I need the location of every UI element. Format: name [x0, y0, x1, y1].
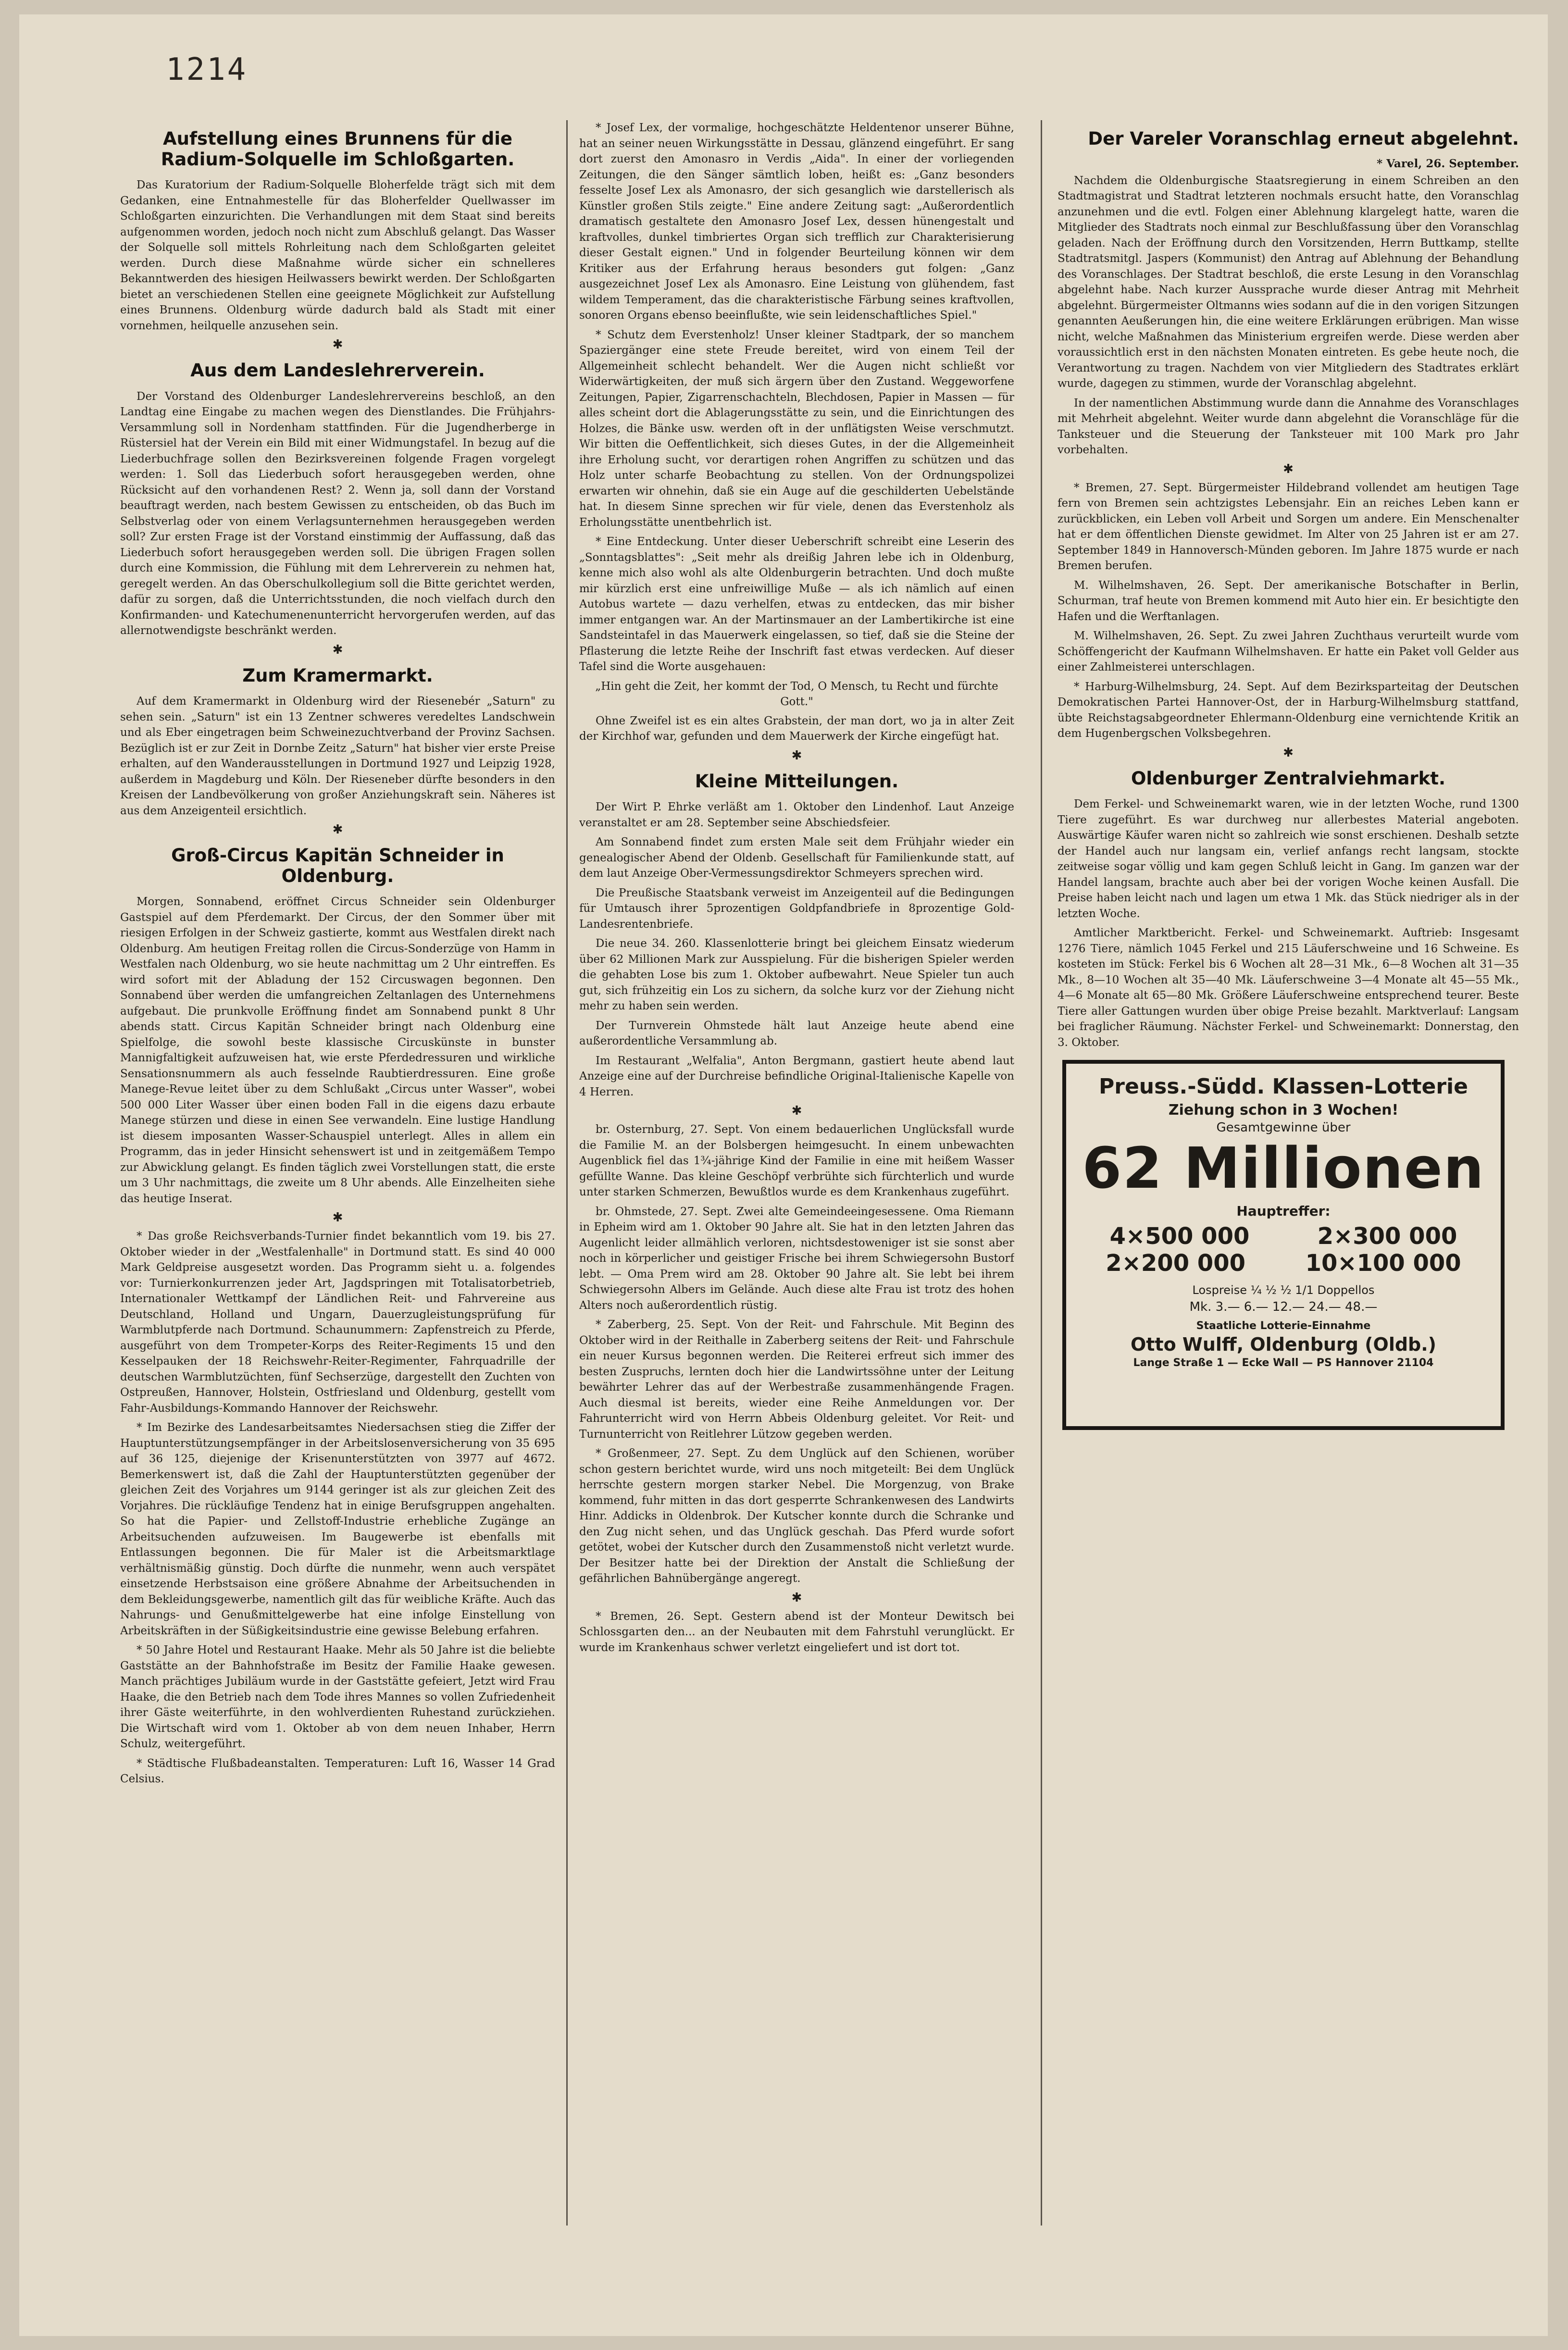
ad-headline: Preuss.-Südd. Klassen-Lotterie	[1099, 1074, 1468, 1099]
article-text: Die Preußische Staatsbank verweist im Anzeigenteil auf die Bedingungen für Umtausch ihrer 5prozentigen Goldpfandbriefe in 8prozentige Gold-Landesrentenbriefe.	[579, 886, 1014, 931]
separator: ✱	[791, 748, 802, 763]
article-text: Die neue 34. 260. Klassenlotterie bringt bei gleichem Einsatz wiederum über 62 Millionen Mark zur Ausspielung. Für die bisherigen Spieler werden die gehabten Lose bis zum 1. Oktober aufbewahrt. Neue Spieler tun auch gut, sich frühzeitig ein Los zu sichern, da solche kurz vor der Ziehung nicht mehr zu haben sein werden.	[579, 937, 1014, 1013]
lottery-advertisement	[1062, 1060, 1505, 1430]
ad-firm-name: Otto Wulff, Oldenburg (Oldb.)	[1130, 1334, 1437, 1355]
ad-prizes-row	[1076, 1250, 1491, 1277]
ad-price-labels: Lospreise ¼ ½ ½ 1/1 Doppellos	[1192, 1283, 1375, 1297]
separator: ✱	[791, 1590, 802, 1605]
ad-total-label: Gesamtgewinne über	[1216, 1120, 1351, 1135]
article-text: * Bremen, 27. Sept. Bürgermeister Hildebrand vollendet am heutigen Tage fern von Bremen sein achtzigstes Lebensjahr. Ein an reiches Leben kann er zurückblicken, ein Leben voll Arbeit und Sorgen um andere. Ein Menschenalter hat er dem öffentlichen Dienste gewidmet. Im Alter von 25 Jahren ist er am 27. September 1849 in Hannoversch-Münden geboren. Im Jahre 1875 wurde er nach Bremen berufen.	[1058, 481, 1519, 572]
ad-prices: Mk. 3.— 6.— 12.— 24.— 48.—	[1189, 1300, 1378, 1315]
ad-prizes-header: Hauptreffer:	[1236, 1203, 1331, 1219]
dateline: * Varel, 26. September.	[1377, 157, 1519, 170]
article-text: Amtlicher Marktbericht. Ferkel- und Schweinemarkt. Auftrieb: Insgesamt 1276 Tiere, nämlich 1045 Ferkel und 215 Läuferschweine und 16 Schweine. Es kosteten im Stück: Ferkel bis 6 Wochen alt 28—31 Mk., 6—8 Wochen alt 31—35 Mk., 8—10 Wochen alt 35—40 Mk. Läuferschweine 3—4 Monate alt 45—55 Mk., 4—6 Monate alt 65—80 Mk. Größere Läuferschweine entsprechend teurer. Beste Tiere aller Gattungen wurden über obige Preise bezahlt. Marktverlauf: Langsam bei fraglicher Räumung. Nächster Ferkel- und Schweinemarkt: Donnerstag, den 3. Oktober.	[1058, 927, 1519, 1049]
column-rule	[566, 120, 568, 2226]
separator: ✱	[332, 337, 343, 352]
article-text: Im Restaurant „Welfalia", Anton Bergmann, gastiert heute abend laut Anzeige eine auf der Durchreise befindliche Original-Italienische Kapelle von 4 Herren.	[579, 1054, 1014, 1098]
article-text: Auf dem Kramermarkt in Oldenburg wird der Riesenebér „Saturn" zu sehen sein. „Saturn" ist ein 13 Zentner schweres veredeltes Landschwein und als Eber eingetragen beim Schweinezuchtverband der Provinz Sachsen. Bezüglich ist er zur Zeit in Dornbe Zeitz „Saturn" hat bisher vier erste Preise erhalten, auf den Wanderausstellungen in Dortmund 1927 und Leipzig 1928, außerdem in Magdeburg und Köln. Der Rieseneber dürfte besonders in den Kreisen der Landbevölkerung von großer Anziehungskraft sein. Näheres ist aus dem Anzeigenteil ersichtlich.	[120, 695, 555, 817]
column-2	[579, 120, 1014, 2226]
separator: ✱	[791, 1104, 802, 1119]
article-text: Dem Ferkel- und Schweinemarkt waren, wie in der letzten Woche, rund 1300 Tiere zugeführt. Es war durchweg nur allerbestes Material angeboten. Auswärtige Käufer waren nicht so zahlreich wie sonst erschienen. Deshalb setzte der Handel auch nur langsam ein, verlief anfangs recht langsam, stockte zeitweise sogar völlig und kam gegen Schluß leicht in Gang. Im ganzen war der Handel langsam, brachte auch aber bei der vorigen Woche keinen Ausfall. Die Preise haben leicht nach und lagen um etwa 1 Mk. das Stück niedriger als in der letzten Woche.	[1058, 798, 1519, 920]
page-number: 1214	[166, 52, 248, 87]
article-text: Der Turnverein Ohmstede hält laut Anzeige heute abend eine außerordentliche Versammlung ab.	[579, 1019, 1014, 1048]
ad-prize: 4×500 000	[1109, 1223, 1250, 1250]
ad-prizes-row	[1076, 1223, 1491, 1250]
ad-subline: Ziehung schon in 3 Wochen!	[1168, 1102, 1399, 1119]
article-text: * 50 Jahre Hotel und Restaurant Haake. Mehr als 50 Jahre ist die beliebte Gaststätte an der Bahnhofstraße im Besitz der Familie Haake gewesen. Manch prächtiges Jubiläum wurde in der Gaststätte gefeiert, Jetzt wird Frau Haake, die den Betrieb nach dem Tode ihres Mannes so vollen Zufriedenheit ihrer Gäste weiterführte, in den wohlverdienten Ruhestand zurückziehen. Die Wirtschaft wird vom 1. Oktober ab von dem neuen Inhaber, Herrn Schulz, weitergeführt.	[120, 1644, 555, 1751]
article-text: Ohne Zweifel ist es ein altes Grabstein, der man dort, wo ja in alter Zeit der Kirchhof war, gefunden und dem Mauerwerk der Kirche eingefügt hat.	[579, 714, 1014, 743]
article-title: Groß-Circus Kapitän Schneider in Oldenburg.	[171, 845, 504, 886]
column-1	[120, 120, 555, 2226]
separator: ✱	[332, 822, 343, 837]
separator: ✱	[332, 1210, 343, 1225]
article-title: Aufstellung eines Brunnens für die Radium-Solquelle im Schloßgarten.	[161, 128, 515, 170]
article-text: * Großenmeer, 27. Sept. Zu dem Unglück auf den Schienen, worüber schon gestern berichtet wurde, wird uns noch mitgeteilt: Bei dem Unglück herrschte gestern morgen starker Nebel. Die Morgenzug, von Brake kommend, fuhr mitten in das dort gesperrte Schrankenwesen des Landwirts Hinr. Addicks in Oldenbrok. Der Kutscher konnte durch die Schranke und den Zug nicht sehen, und das Unglück geschah. Das Pferd wurde sofort getötet, wobei der Kutscher durch den Zusammenstoß nicht verletzt wurde. Der Besitzer hatte bei der Direktion der Anstalt die Schließung der gefährlichen Bahnübergänge angeregt.	[579, 1447, 1014, 1585]
ad-big-amount: 62 Millionen	[1082, 1135, 1485, 1202]
article-text: * Das große Reichsverbands-Turnier findet bekanntlich vom 19. bis 27. Oktober wieder in der „Westfalenhalle" in Dortmund statt. Es sind 40 000 Mark Geldpreise ausgesetzt worden. Das Programm sieht u. a. folgendes vor: Turnierkonkurrenzen jeder Art, Jagdspringen mit Totalisatorbetrieb, Internationaler Wettkampf der Ländlichen Reit- und Fahrvereine aus Deutschland, Holland und Ungarn, Dauerzugleistungsprüfung für Warmblutpferde nach Dortmund. Schaunummern: Zapfenstreich zu Pferde, ausgeführt von dem Trompeter-Korps des Reiter-Regiments 15 und den Kesselpauken der 18 Reichswehr-Reiter-Regimenter, Fahrquadrille der deutschen Warmblutzüchten, fünf Sechserzüge, dargestellt den Zuchten von Ostpreußen, Hannover, Holstein, Ostfriesland und Oldenburg, gestellt vom Fahr-Ausbildungs-Kommando Hannover der Reichswehr.	[120, 1230, 555, 1415]
article-title: Kleine Mitteilungen.	[695, 771, 899, 792]
article-title: Oldenburger Zentralviehmarkt.	[1131, 768, 1446, 789]
column-rule	[1041, 120, 1042, 2226]
article-text: br. Osternburg, 27. Sept. Von einem bedauerlichen Unglücksfall wurde die Familie M. an der Bolsbergen heimgesucht. In einem unbewachten Augenblick fiel das 1¾-jährige Kind der Familie in eine mit heißem Wasser gefüllte Wanne. Das kleine Geschöpf verbrühte sich fürchterlich und wurde unter starken Schmerzen, Bewußtlos wurde es dem Krankenhaus zugeführt.	[579, 1123, 1014, 1199]
article-text: * Josef Lex, der vormalige, hochgeschätzte Heldentenor unserer Bühne, hat an seiner neuen Wirkungsstätte in Dessau, glänzend eingeführt. Er sang dort zuerst den Amonasro in Verdis „Aida". In einer der vorliegenden Zeitungen, die den Sänger sämtlich loben, heißt es: „Ganz besonders fesselte Josef Lex als Amonasro, der sich gesanglich wie darstellerisch als Künstler großen Stils zeigte." Eine andere Zeitung sagt: „Außerordentlich dramatisch gestaltete den Amonasro Josef Lex, dessen hünengestalt und kraftvolles, dunkel timbriertes Organ sich trefflich zur Charakterisierung dieser Gestalt eignen." Und in folgender Beurteilung können wir dem Kritiker aus der Erfahrung heraus besonders gut folgen: „Ganz ausgezeichnet Josef Lex als Amonasro. Eine Leistung von glühendem, fast wildem Temperament, das die charakteristische Färbung seines kraftvollen, sonoren Organs ebenso beeinflußte, wie sein leidenschaftliches Spiel."	[579, 122, 1014, 322]
separator: ✱	[1283, 745, 1294, 760]
separator: ✱	[1283, 461, 1294, 476]
article-title: Der Vareler Voranschlag erneut abgelehnt.	[1088, 128, 1519, 149]
ad-address: Lange Straße 1 — Ecke Wall — PS Hannover 21104	[1133, 1357, 1434, 1369]
article-text: * Eine Entdeckung. Unter dieser Ueberschrift schreibt eine Leserin des „Sonntagsblattes": „Seit mehr als dreißig Jahren lebe ich in Oldenburg, kenne mich also wohl als alte Oldenburgerin betrachten. Und doch mußte mir kürzlich erst eine unfreiwillige Muße — als ich nämlich auf einen Autobus wartete — dazu verhelfen, etwas zu entdecken, das mir bisher immer entgangen war. An der Martinsmauer an der Lambertikirche ist eine Sandsteintafel in das Mauerwerk eingelassen, so tief, daß sie die Steine der Pflasterung die letzte Reihe der Inschrift fast etwas verdecken. Auf dieser Tafel sind die Worte ausgehauen:	[579, 535, 1014, 673]
separator: ✱	[332, 642, 343, 657]
article-text: Der Wirt P. Ehrke verläßt am 1. Oktober den Lindenhof. Laut Anzeige veranstaltet er am 28. September seine Abschiedsfeier.	[579, 801, 1014, 829]
article-text: M. Wilhelmshaven, 26. Sept. Der amerikanische Botschafter in Berlin, Schurman, traf heute von Bremen kommend mit Auto hier ein. Er besichtigte den Hafen und die Werftanlagen.	[1058, 579, 1519, 623]
ad-prize: 2×300 000	[1317, 1223, 1457, 1250]
article-text: Der Vorstand des Oldenburger Landeslehrervereins beschloß, an den Landtag eine Eingabe zu machen wegen des Dienstlandes. Die Frühjahrs-Versammlung soll in Nordenham stattfinden. Für die Jugendherberge in Rüstersiel hat der Verein ein Bild mit einer Widmungstafel. In bezug auf die Liederbuchfrage sollen den Bezirksvereinen folgende Fragen vorgelegt werden: 1. Soll das Liederbuch sofort herausgegeben werden, ohne Rücksicht auf den vorhandenen Rest? 2. Wenn ja, soll dann der Vorstand beauftragt werden, nach bestem Gewissen zu entscheiden, ob das Buch im Selbstverlag oder von einem Verlagsunternehmen herausgegeben werden soll? Zur ersten Frage ist der Vorstand einstimmig der Auffassung, daß das Liederbuch sofort herausgegeben werden soll. Die übrigen Fragen sollen durch eine Kommission, die Fühlung mit dem Lehrerverein zu nehmen hat, geregelt werden. An das Oberschulkollegium soll die Bitte gerichtet werden, dafür zu sorgen, daß die Unterrichtsstunden, die noch vielfach durch den Konfirmanden- und Katechumenenunterricht hervorgerufen werden, auf das allernotwendigste beschränkt werden.	[120, 390, 555, 637]
inscription-verse: „Hin geht die Zeit, her kommt der Tod, O Mensch, tu Recht und fürchte Gott."	[595, 680, 998, 708]
article-text: * Städtische Flußbadeanstalten. Temperaturen: Luft 16, Wasser 14 Grad Celsius.	[120, 1757, 555, 1786]
article-text: * Zaberberg, 25. Sept. Von der Reit- und Fahrschule. Mit Beginn des Oktober wird in der Reithalle in Zaberberg seitens der Reit- und Fahrschule ein neuer Kursus begonnen werden. Die Reiterei erfreut sich immer des besten Zuspruchs, lernten doch hier die Landwirtssöhne unter der Leitung bewährter Lehrer das auf der Werbestraße zusammenhängende Fragen. Auch diesmal ist bereits, wieder eine Reihe Anmeldungen vor. Der Fahrunterricht wird von Herrn Abbeis Oldenburg geleitet. Vor Reit- und Turnunterricht von Reitlehrer Lützow gegeben werden.	[579, 1318, 1014, 1441]
article-text: Das Kuratorium der Radium-Solquelle Bloherfelde trägt sich mit dem Gedanken, eine Entnahmestelle für das Bloherfelder Quellwasser im Schloßgarten einzurichten. Die Verhandlungen mit dem Staat sind bereits aufgenommen worden, jedoch noch nicht zum Abschluß gelangt. Das Wasser der Solquelle soll mittels Rohrleitung nach dem Schloßgarten geleitet werden. Durch diese Maßnahme würde sicher ein schnelleres Bekanntwerden des hiesigen Heilwassers bewirkt werden. Der Schloßgarten bietet an verschiedenen Stellen eine geeignete Möglichkeit zur Aufstellung eines Brunnens. Oldenburg würde dadurch bald als Stadt mit einer vornehmen, heilquelle anzusehen sein.	[120, 179, 555, 332]
ad-prize: 2×200 000	[1106, 1250, 1245, 1277]
article-text: * Harburg-Wilhelmsburg, 24. Sept. Auf dem Bezirksparteitag der Deutschen Demokratischen Partei Hannover-Ost, der in Harburg-Wilhelmsburg stattfand, übte Reichstagsabgeordneter Ehlermann-Oldenburg eine vernichtende Kritik an dem Hugenbergschen Volksbegehren.	[1058, 680, 1519, 740]
article-title: Zum Kramermarkt.	[242, 665, 433, 686]
column-3	[1058, 120, 1519, 2226]
article-text: Morgen, Sonnabend, eröffnet Circus Schneider sein Oldenburger Gastspiel auf dem Pferdemarkt. Der Circus, der den Sommer über mit riesigen Erfolgen in der Schweiz gastierte, kommt aus Westfalen direkt nach Oldenburg. Am heutigen Freitag rollen die Circus-Sonderzüge von Hamm in Westfalen nach Oldenburg, wo sie heute nachmittag um 2 Uhr eintreffen. Es wird sofort mit der Abladung der 152 Circuswagen begonnen. Den Sonnabend über werden die umfangreichen Zeltanlagen des Unternehmens aufgebaut. Die prunkvolle Eröffnung findet am Sonnabend punkt 8 Uhr abends statt. Circus Kapitän Schneider bringt nach Oldenburg eine Spielfolge, die sowohl beste klassische Circuskünste in bunster Mannigfaltigkeit aufzuweisen hat, wie erste Pferdedressuren und wirkliche Sensationsnummern als auch fesselnde Raubtierdressuren. Eine große Manege-Revue leitet über zu dem Schlußakt „Circus unter Wasser", wobei 500 000 Liter Wasser über einen boden Fall in die eigens dazu erbaute Manege stürzen und diese in einen See verwandeln. Eine lustige Handlung ist diesem imposanten Wasser-Schauspiel unterlegt. Alles in allem ein Programm, das in jeder Hinsicht sehenswert ist und in zeitgemäßem Tempo zur Abwicklung gelangt. Es finden täglich zwei Vorstellungen statt, die erste um 3 Uhr nachmittags, die zweite um 8 Uhr abends. Alle Einzelheiten siehe das heutige Inserat.	[120, 895, 555, 1205]
ad-prize: 10×100 000	[1305, 1250, 1461, 1277]
ad-firm-label: Staatliche Lotterie-Einnahme	[1196, 1320, 1371, 1332]
article-text: br. Ohmstede, 27. Sept. Zwei alte Gemeindeeingesessene. Oma Riemann in Epheim wird am 1. Oktober 90 Jahre alt. Sie hat in den letzten Jahren das Augenlicht leider allmählich verloren, nichtsdestoweniger ist sie sonst aber noch in körperlicher und geistiger Frische bei ihrem Schwiegersohn Bustorf lebt. — Oma Prem wird am 28. Oktober 90 Jahre alt. Sie lebt bei ihrem Schwiegersohn Albers im Gelände. Auch diese alte Frau ist trotz des hohen Alters noch außerordentlich rüstig.	[579, 1205, 1014, 1312]
article-text: In der namentlichen Abstimmung wurde dann die Annahme des Voranschlages mit Mehrheit abgelehnt. Weiter wurde dann abgelehnt die Voranschläge für die Tanksteuer und die Steuerung der Tanksteuer mit 100 Mark pro Jahr vorbehalten.	[1058, 397, 1519, 457]
article-text: Nachdem die Oldenburgische Staatsregierung in einem Schreiben an den Stadtmagistrat und Stadtrat letzteren nochmals ersucht hatte, den Voranschlag anzunehmen und die evtl. Folgen einer Ablehnung klargelegt hatte, waren die Mitglieder des Stadtrats noch einmal zur Beschlußfassung über den Voranschlag geladen. Nach der Eröffnung durch den Vorsitzenden, Herrn Buttkamp, stellte Stadtratsmitgl. Jaspers (Kommunist) den Antrag auf Ablehnung der Behandlung des Voranschlages. Der Stadtrat beschloß, die erste Lesung in den Voranschlag abgelehnt habe. Nach kurzer Aussprache wurde dieser Antrag mit Mehrheit abgelehnt. Bürgermeister Oltmanns wies sodann auf die in den vorigen Sitzungen genannten Aeußerungen hin, die eine weitere Erklärungen erübrigen. Man wisse nicht, welche Maßnahmen das Ministerium ergreifen werde. Diese werden aber voraussichtlich erst in den nächsten Monaten eintreten. Es gebe heute noch, die Verantwortung zu tragen. Nachdem von vier Mitgliedern des Stadtrates erklärt wurde, dagegen zu stimmen, wurde der Voranschlag abgelehnt.	[1058, 174, 1519, 390]
article-text: * Schutz dem Everstenholz! Unser kleiner Stadtpark, der so manchem Spaziergänger eine stete Freude bereitet, wird von einem Teil der Allgemeinheit schlecht behandelt. Wer die Augen nicht schließt vor Widerwärtigkeiten, der muß sich ärgern über den Zustand. Weggeworfene Zeitungen, Papier, Zigarrenschachteln, Blechdosen, Papier in Massen — für alles scheint dort die Ablagerungsstätte zu sein, und die Einrichtungen des Holzes, die Bänke usw. werden oft in der unflätigsten Weise verschmutzt. Wir bitten die Oeffentlichkeit, sich dieses Gutes, in der die Allgemeinheit ihre Erholung sucht, vor derartigen rohen Angriffen zu schützen und das Holz unter scharfe Beobachtung zu stellen. Von der Ordnungspolizei erwarten wir ohnehin, daß sie ein Auge auf die geschilderten Uebelstände hat. In diesem Sinne sprechen wir für viele, denen das Everstenholz als Erholungsstätte unentbehrlich ist.	[579, 328, 1014, 529]
article-text: Am Sonnabend findet zum ersten Male seit dem Frühjahr wieder ein genealogischer Abend der Oldenb. Gesellschaft für Familienkunde statt, auf dem laut Anzeige Ober-Vermessungsdirektor Schmeyers sprechen wird.	[579, 836, 1014, 880]
article-title: Aus dem Landeslehrerverein.	[190, 360, 485, 381]
article-text: M. Wilhelmshaven, 26. Sept. Zu zwei Jahren Zuchthaus verurteilt wurde vom Schöffengericht der Kaufmann Wilhelmshaven. Er hatte ein Paket voll Gelder aus einer Zahlmeisterei unterschlagen.	[1058, 630, 1519, 674]
article-text: * Im Bezirke des Landesarbeitsamtes Niedersachsen stieg die Ziffer der Hauptunterstützungsempfänger in der Arbeitslosenversicherung von 35 695 auf 36 125, diejenige der Krisenunterstützten von 3977 auf 4672. Bemerkenswert ist, daß die Zahl der Hauptunterstützten gegenüber der gleichen Zeit des Vorjahres um 9144 geringer ist als zur gleichen Zeit des Vorjahres. Die rückläufige Tendenz hat in einige Berufsgruppen angehalten. So hat die Papier- und Zellstoff-Industrie erhebliche Zugänge an Arbeitsuchenden aufzuweisen. Im Baugewerbe ist ebenfalls mit Entlassungen begonnen. Die für Maler ist die Arbeitsmarktlage verhältnismäßig günstig. Doch dürfte die nunmehr, wenn auch verspätet einsetzende Herbstsaison eine größere Abnahme der Arbeitsuchenden in dem Bekleidungsgewerbe, namentlich gilt das für weibliche Kräfte. Auch das Nahrungs- und Genußmittelgewerbe hat eine infolge Einstellung von Arbeitskräften in der Süßigkeitsindustrie eine gewisse Belebung erfahren.	[120, 1421, 555, 1637]
article-text: * Bremen, 26. Sept. Gestern abend ist der Monteur Dewitsch bei Schlossgarten den... an der Neubauten mit dem Fahrstuhl verunglückt. Er wurde im Krankenhaus schwer verletzt eingeliefert und ist dort tot.	[579, 1610, 1014, 1654]
